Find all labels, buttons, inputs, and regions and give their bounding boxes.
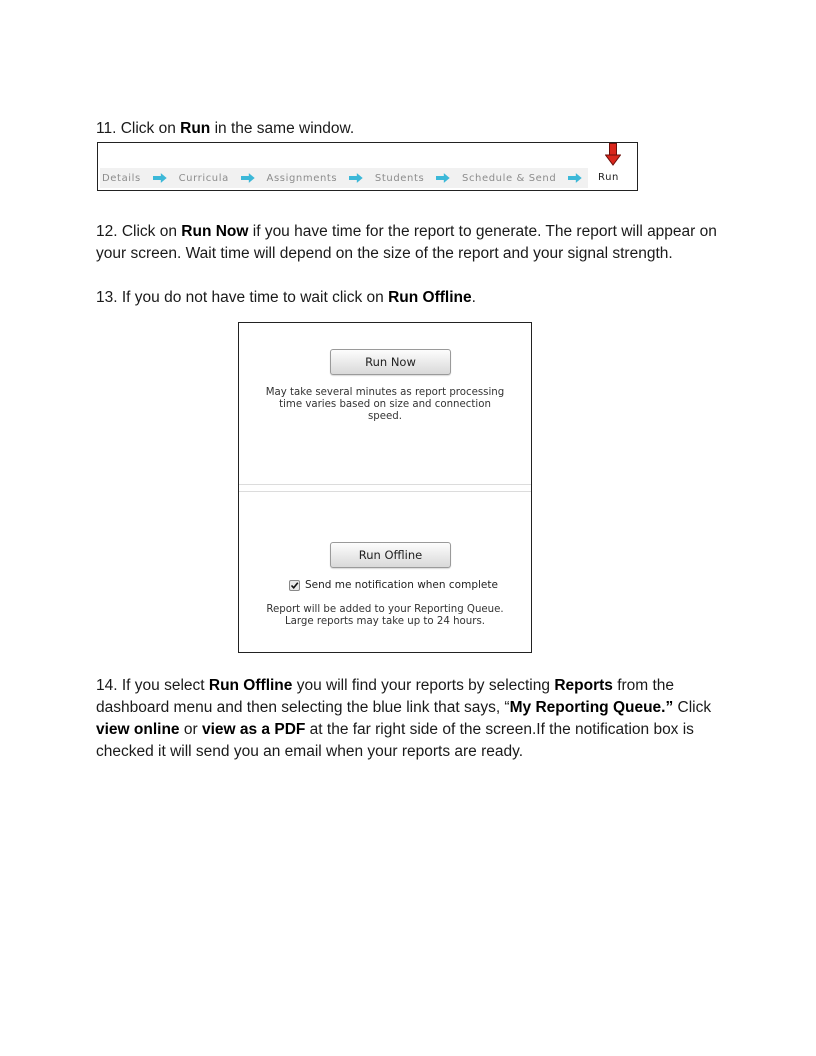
step-12-text	[96, 221, 726, 265]
step-11-suffix: in the same window.	[210, 120, 355, 137]
section-divider	[239, 491, 531, 492]
step-14-text-part: Click	[673, 699, 712, 716]
notification-label: Send me notification when complete	[305, 579, 498, 591]
step-11-bold: Run	[180, 120, 211, 137]
checkmark-icon	[290, 581, 299, 590]
step-14-text-part: 14. If you select	[96, 677, 209, 694]
run-now-note-line: time varies based on size and connection	[279, 399, 491, 410]
step-12-prefix: 12. Click on	[96, 223, 182, 240]
notification-checkbox[interactable]	[289, 580, 300, 591]
step-14-bold: view as a PDF	[201, 721, 306, 738]
run-options-screenshot	[238, 322, 532, 653]
run-offline-button[interactable]: Run Offline	[330, 542, 451, 568]
wizard-step-bar	[100, 168, 633, 188]
run-now-button[interactable]: Run Now	[330, 349, 451, 375]
step-13-text	[96, 287, 726, 309]
step-14-bold: view online	[96, 721, 180, 738]
wizard-step-run[interactable]: Run	[588, 168, 633, 188]
run-offline-note	[249, 604, 521, 628]
step-12-bold: Run Now	[181, 223, 249, 240]
step-13-bold: Run Offline	[388, 289, 472, 306]
arrow-right-icon	[568, 173, 582, 183]
step-14-text-part: from the dashboard menu and then selecting the blue link that says, “	[96, 677, 675, 716]
section-divider	[239, 484, 531, 485]
arrow-right-icon	[241, 173, 255, 183]
step-14-bold: My Reporting Queue.”	[509, 699, 674, 716]
step-11-prefix: 11. Click on	[96, 120, 181, 137]
red-arrow-down-icon	[605, 143, 621, 166]
step-14-text-part: you will find your reports by selecting	[292, 677, 555, 694]
step-14-text-part: or	[179, 721, 202, 738]
step-14-bold: Run Offline	[208, 677, 293, 694]
wizard-step-assignments[interactable]: Assignments	[266, 172, 338, 184]
step-11-text	[96, 118, 726, 140]
step-14-bold: Reports	[554, 677, 613, 694]
run-now-note-line: May take several minutes as report processing	[265, 387, 505, 398]
wizard-step-schedule-send[interactable]: Schedule & Send	[462, 172, 557, 184]
step-14-text-part: at the far right side of the screen.If the notification box is checked it will send you an email when your reports are ready.	[96, 721, 694, 760]
wizard-step-details[interactable]: Details	[102, 172, 141, 184]
run-now-note-line: speed.	[367, 411, 402, 422]
step-14-text	[96, 675, 726, 763]
wizard-step-students[interactable]: Students	[374, 172, 425, 184]
step-13-prefix: 13. If you do not have time to wait click on	[96, 289, 389, 306]
notification-option	[289, 579, 498, 591]
step-13-suffix: .	[471, 289, 476, 306]
step-12-suffix: if you have time for the report to generate. The report will appear on your screen. Wait time will depend on the size of the report and your signal strength.	[96, 223, 717, 262]
run-offline-note-line: Large reports may take up to 24 hours.	[285, 616, 485, 627]
arrow-right-icon	[349, 173, 363, 183]
wizard-steps-screenshot	[97, 142, 638, 191]
arrow-right-icon	[153, 173, 167, 183]
run-offline-note-line: Report will be added to your Reporting Queue.	[266, 604, 504, 615]
arrow-right-icon	[436, 173, 450, 183]
wizard-step-curricula[interactable]: Curricula	[178, 172, 229, 184]
run-now-note	[249, 387, 521, 423]
